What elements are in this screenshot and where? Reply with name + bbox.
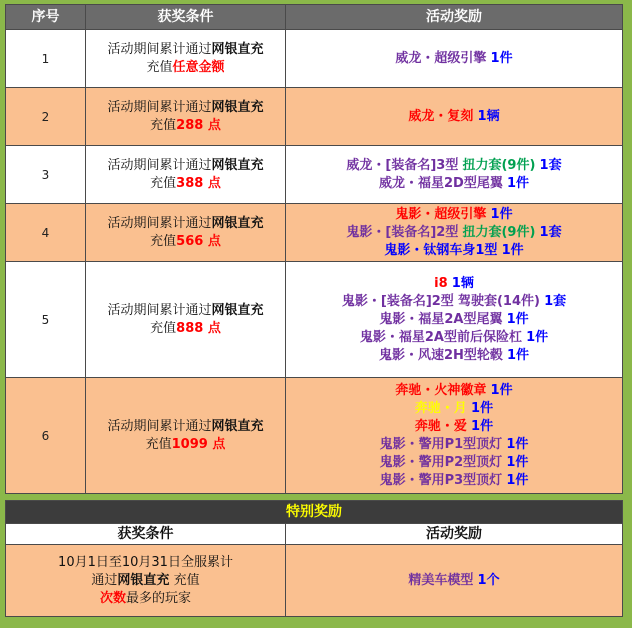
row-condition: 活动期间累计通过网银直充 充值388 点 [86,146,286,204]
row-reward: 威龙・[装备名]3型 扭力套(9件) 1套 威龙・福星2D型尾翼 1件 [286,146,623,204]
row-condition: 活动期间累计通过网银直充 充值888 点 [86,262,286,378]
row-reward: 威龙・超级引擎 1件 [286,30,623,88]
table-row [6,204,623,262]
special-title: 特别奖励 [6,501,623,524]
special-header-row [6,524,623,545]
table-header-row [6,5,623,30]
header-condition: 获奖条件 [86,5,286,30]
header-seq: 序号 [6,5,86,30]
row-seq: 6 [6,378,86,494]
row-condition: 活动期间累计通过网银直充 充值288 点 [86,88,286,146]
row-seq: 1 [6,30,86,88]
special-condition: 10月1日至10月31日全服累计 通过网银直充 充值 次数最多的玩家 [6,545,286,617]
special-header-condition: 获奖条件 [6,524,286,545]
row-condition: 活动期间累计通过网银直充 充值566 点 [86,204,286,262]
table-row [6,30,623,88]
special-row [6,545,623,617]
special-title-row [6,501,623,524]
row-reward: 威龙・复刻 1辆 [286,88,623,146]
special-header-reward: 活动奖励 [286,524,623,545]
row-seq: 2 [6,88,86,146]
table-row [6,378,623,494]
row-reward: i8 1辆 鬼影・[装备名]2型 驾驶套(14件) 1套 鬼影・福星2A型尾翼 1件 鬼影・福星2A型前后保险杠 1件 鬼影・风速2H型轮毂 1件 [286,262,623,378]
row-seq: 3 [6,146,86,204]
row-condition: 活动期间累计通过网银直充 充值1099 点 [86,378,286,494]
header-reward: 活动奖励 [286,5,623,30]
table-row [6,88,623,146]
table-row [6,262,623,378]
row-seq: 5 [6,262,86,378]
special-reward: 精美车模型 1个 [286,545,623,617]
row-condition: 活动期间累计通过网银直充 充值任意金额 [86,30,286,88]
row-seq: 4 [6,204,86,262]
row-reward: 奔驰・火神徽章 1件 奔驰・月 1件 奔驰・爱 1件 鬼影・警用P1型顶灯 1件 鬼影・警用P2型顶灯 1件 鬼影・警用P3型顶灯 1件 [286,378,623,494]
special-reward-table [5,500,623,617]
reward-table [5,4,623,494]
table-row [6,146,623,204]
row-reward: 鬼影・超级引擎 1件 鬼影・[装备名]2型 扭力套(9件) 1套 鬼影・钛钢车身1型 1件 [286,204,623,262]
